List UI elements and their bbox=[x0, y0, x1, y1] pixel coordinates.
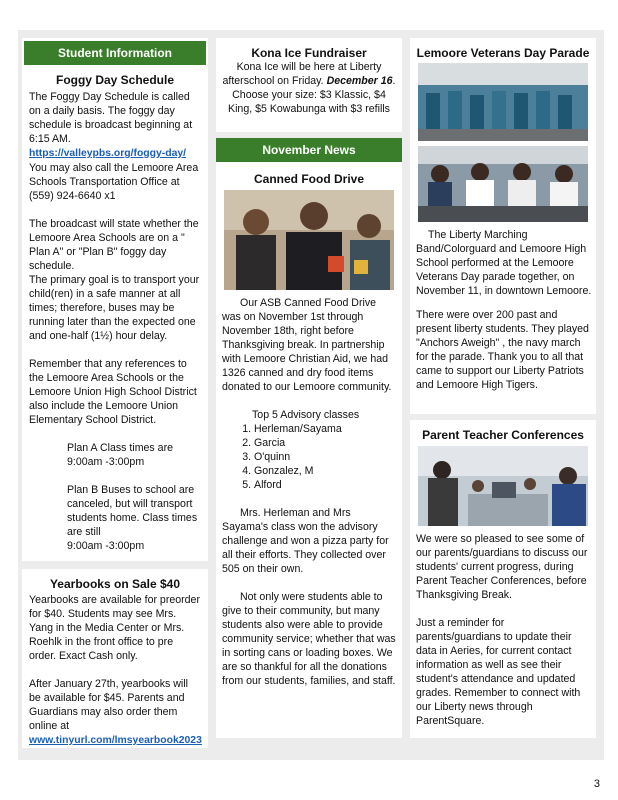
kona-title: Kona Ice Fundraiser bbox=[251, 46, 367, 60]
parade-p1: The Liberty Marching Band/Colorguard and Lemoore High School performed at the Lemoore Veterans Day parade together, on November 11, in downtown Lemoore. bbox=[416, 229, 592, 297]
list-item: 4. Gonzalez, M bbox=[254, 464, 396, 478]
top5-title: Top 5 Advisory classes bbox=[252, 409, 360, 421]
plan-a-line2: 9:00am -3:00pm bbox=[67, 456, 145, 468]
plan-a-line1: Plan A Class times are bbox=[67, 442, 173, 454]
ptc-photo bbox=[418, 446, 588, 526]
yearbook-title: Yearbooks on Sale $40 bbox=[49, 577, 181, 591]
canned-food-photo bbox=[224, 190, 394, 290]
middle-column bbox=[216, 138, 402, 738]
list-item: 5. Alford bbox=[254, 478, 396, 492]
foggy-p5: Remember that any references to the Lemoore Area Schools or the Lemoore Union High School District also include the Lemoore Union Elementary School District. bbox=[29, 358, 197, 426]
plan-b-line1: Plan B Buses to school are canceled, but will transport students home. Class times are still bbox=[67, 484, 198, 538]
middle-column-top bbox=[216, 38, 402, 132]
page-number: 3 bbox=[593, 778, 600, 790]
foggy-day-title: Foggy Day Schedule bbox=[55, 73, 175, 87]
list-item: 3. O'quinn bbox=[254, 450, 396, 464]
parade-p2: There were over 200 past and present liberty students. They played "Anchors Aweigh" , the navy march for the parade. Thank you to all that came to support our Liberty Patriots and Lemoore High Tigers. bbox=[416, 309, 589, 391]
ptc-title: Parent Teacher Conferences bbox=[422, 428, 584, 442]
parade-title: Lemoore Veterans Day Parade bbox=[416, 46, 590, 60]
kona-date: December 16 bbox=[326, 75, 393, 87]
foggy-p2: You may also call the Lemoore Area Schools Transportation Office at (559) 924-6640 x1 bbox=[29, 162, 199, 202]
kona-text: Kona Ice will be here at Liberty afterschool on Friday. December 16. bbox=[222, 61, 396, 87]
right-column-top bbox=[410, 38, 596, 414]
foggy-p3: The broadcast will state whether the Lemoore Area Schools are on a " Plan A" or "Plan B" foggy day schedule. bbox=[29, 218, 199, 272]
parade-photo-1 bbox=[418, 63, 588, 141]
top5-list bbox=[222, 422, 396, 492]
yearbook-p2: After January 27th, yearbooks will be available for $45. Parents and Guardians may also order them online at bbox=[29, 678, 188, 732]
canned-p3: Not only were students able to give to their community, but many students also were able to provide community service; whether that was in sorting cans or loading boxes. We are so thankful for all the donations from our students, families, and staff. bbox=[222, 591, 396, 687]
canned-p1: Our ASB Canned Food Drive was on November 1st through November 18th, right before Thanksgiving break. In partnership with Lemoore Christian Aid, we had 1326 canned and dry food items donated to our Lemoore community. bbox=[222, 297, 392, 393]
list-item: 2. Garcia bbox=[254, 436, 396, 450]
left-column bbox=[22, 38, 208, 748]
november-news-header: November News bbox=[216, 138, 402, 162]
student-information-header: Student Information bbox=[24, 41, 206, 65]
foggy-p1: The Foggy Day Schedule is called on a daily basis. The foggy day schedule is broadcast beginning at 6:15 AM. bbox=[29, 91, 193, 145]
list-item: 1. Herleman/Sayama bbox=[254, 422, 396, 436]
canned-food-title: Canned Food Drive bbox=[253, 172, 364, 186]
parade-photo-2 bbox=[418, 146, 588, 222]
yearbook-link[interactable]: www.tinyurl.com/lmsyearbook2023 bbox=[29, 735, 202, 746]
ptc-p2: Just a reminder for parents/guardians to update their data in Aeries, for current contact information as well as see their student's attendance and updated grades. Remember to connect with our Liberty news through ParentSquare. bbox=[416, 617, 581, 727]
kona-sizes: Choose your size: $3 Klassic, $4 King, $5 Kowabunga with $3 refills bbox=[228, 89, 390, 115]
right-column-bottom bbox=[410, 420, 596, 738]
ptc-p1: We were so pleased to see some of our parents/guardians to discuss our students' current progress, during Parent Teacher Conferences, before Thanksgiving Break. bbox=[416, 533, 588, 601]
plan-b-line2: 9:00am -3:00pm bbox=[67, 540, 145, 552]
yearbook-p1: Yearbooks are available for preorder for $40. Students may see Mrs. Yang in the Media Center or Mrs. Roehlk in the front office to pre order. Exact Cash only. bbox=[29, 594, 200, 662]
foggy-day-link[interactable]: https://valleypbs.org/foggy-day/ bbox=[29, 148, 187, 159]
canned-p2: Mrs. Herleman and Mrs Sayama's class won the advisory challenge and won a pizza party for all their efforts. They collected over 505 on their own. bbox=[222, 507, 389, 575]
foggy-p4: The primary goal is to transport your child(ren) in a safe manner at all times; therefore, buses may be running later than the expected one and one-half (1½) hour delay. bbox=[29, 274, 200, 342]
